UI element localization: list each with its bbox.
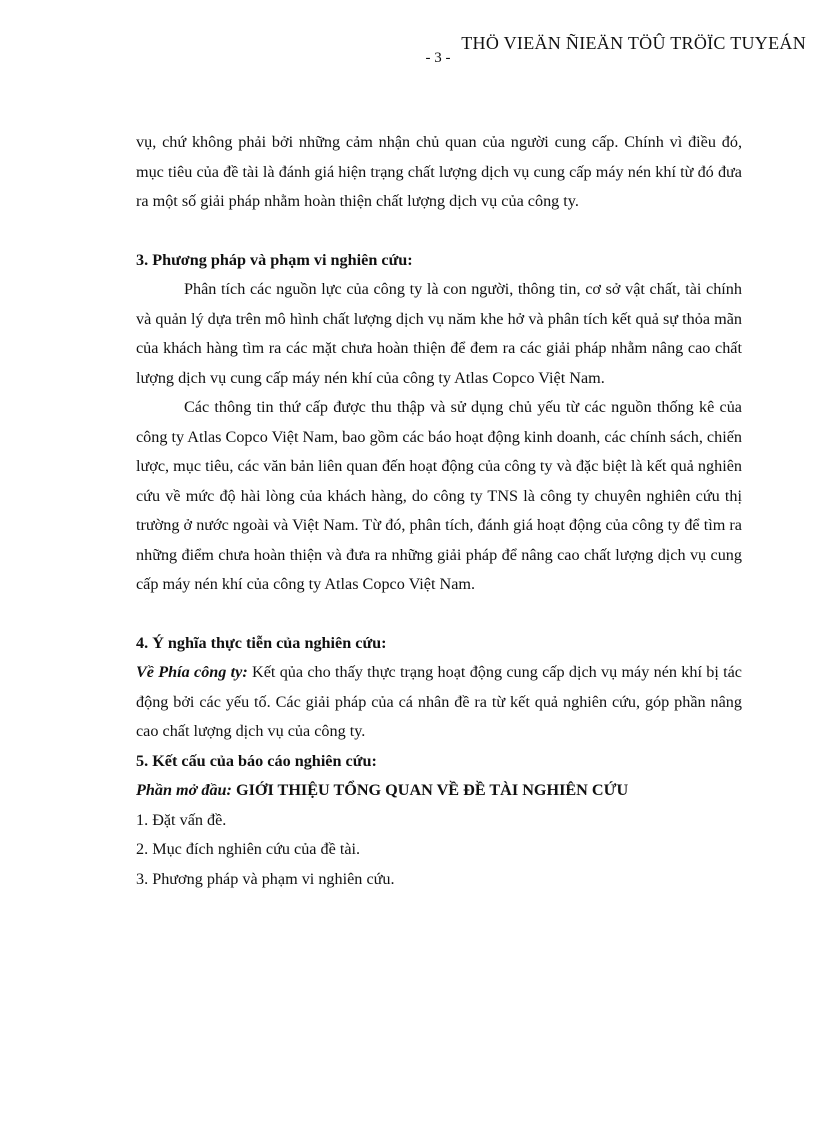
spacer xyxy=(136,217,742,246)
section-heading-3: 3. Phương pháp và phạm vi nghiên cứu: xyxy=(136,250,413,269)
section-heading-4: 4. Ý nghĩa thực tiễn của nghiên cứu: xyxy=(136,633,387,652)
spacer xyxy=(136,600,742,629)
list-item: 2. Mục đích nghiên cứu của đề tài. xyxy=(136,840,361,858)
paragraph-methods-1: Phân tích các nguồn lực của công ty là con người, thông tin, cơ sở vật chất, tài chính và quản lý dựa trên mô hình chất lượng dịch vụ năm khe hở và phân tích kết quả sự thỏa mãn của khách hàng tìm ra các mặt chưa hoàn thiện để đem ra các giải pháp nhằm nâng cao chất lượng dịch vụ cung cấp máy nén khí của công ty Atlas Copco Việt Nam. xyxy=(136,280,742,387)
list-item: 1. Đặt vấn đề. xyxy=(136,810,227,829)
paragraph-intro-continuation: vụ, chứ không phải bởi những cảm nhận chủ quan của người cung cấp. Chính vì điều đó, mục tiêu của đề tài là đánh giá hiện trạng chất lượng dịch vụ cung cấp máy nén khí từ đó đưa ra một số giải pháp nhằm hoàn thiện chất lượng dịch vụ của công ty. xyxy=(136,133,742,210)
significance-text: Kết qủa cho thấy thực trạng hoạt động cung cấp dịch vụ máy nén khí bị tác động bởi các yếu tố. Các giải pháp của cá nhân đề ra từ kết quả nghiên cứu, góp phần nâng cao chất lượng dịch vụ của công ty. xyxy=(136,663,742,740)
header-title: THÖ VIEÄN ÑIEÄN TÖÛ TRÖÏC TUYEÁN xyxy=(461,33,806,53)
paragraph-methods-2: Các thông tin thứ cấp được thu thập và sử dụng chủ yếu từ các nguồn thống kê của công ty Atlas Copco Việt Nam, bao gồm các báo hoạt động kinh doanh, các chính sách, chiến lược, mục tiêu, các văn bản liên quan đến hoạt động của công ty và đặc biệt là kết quả nghiên cứu về mức độ hài lòng của khách hàng, do công ty TNS là công ty chuyên nghiên cứu thị trường ở nước ngoài và Việt Nam. Từ đó, phân tích, đánh giá hoạt động của công ty để tìm ra những điểm chưa hoàn thiện và đưa ra những giải pháp để nâng cao chất lượng dịch vụ cung cấp máy nén khí của công ty Atlas Copco Việt Nam. xyxy=(136,398,742,593)
lead-label-company: Về Phía công ty: xyxy=(136,663,248,681)
document-body xyxy=(136,128,742,894)
paragraph-intro-part xyxy=(136,776,742,806)
intro-part-title: GIỚI THIỆU TỔNG QUAN VỀ ĐỀ TÀI NGHIÊN CỨU xyxy=(231,781,629,799)
list-item: 3. Phương pháp và phạm vi nghiên cứu. xyxy=(136,869,395,888)
page-number: - 3 - xyxy=(425,50,451,66)
lead-label-intro: Phần mở đầu: xyxy=(136,781,232,799)
section-heading-5: 5. Kết cấu của báo cáo nghiên cứu: xyxy=(136,751,377,770)
paragraph-significance xyxy=(136,658,742,747)
